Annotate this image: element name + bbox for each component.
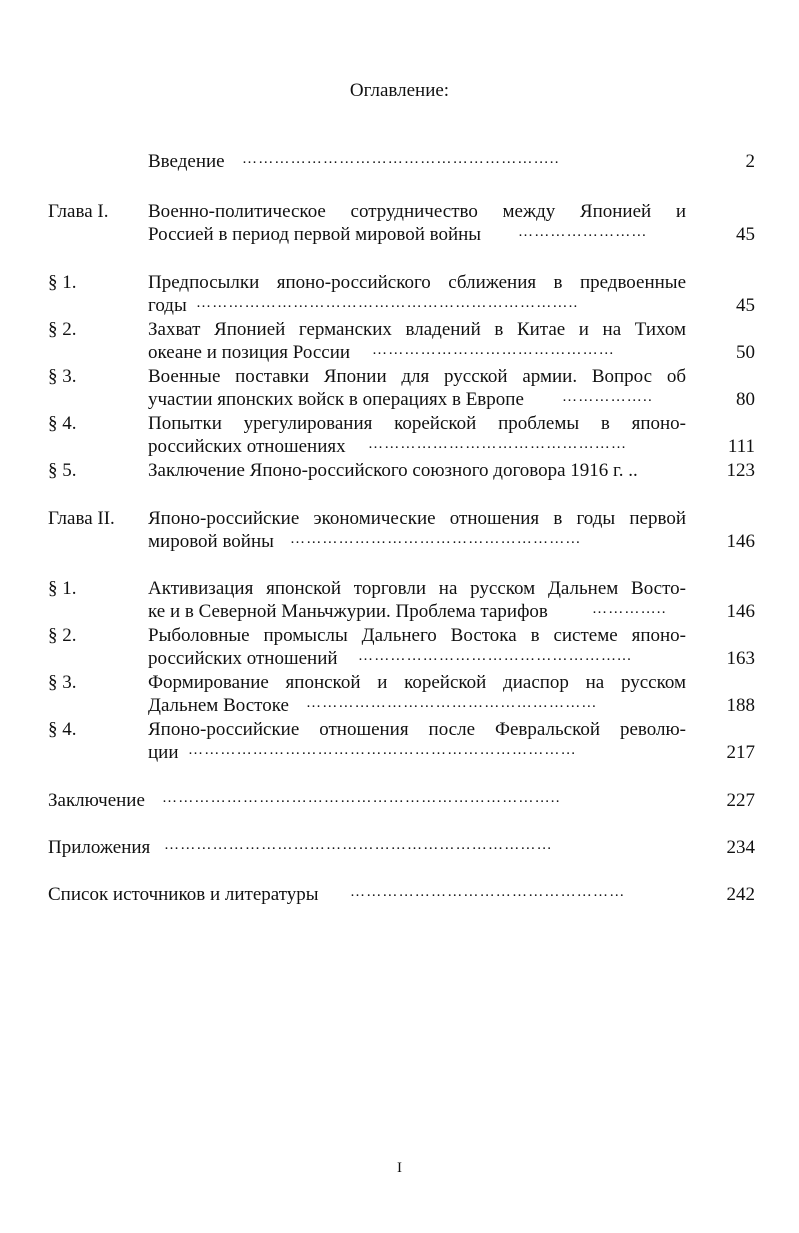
- toc-section-2-4-cont[interactable]: [0, 742, 799, 766]
- section-title-line2: годы: [148, 295, 187, 316]
- toc-chapter-2[interactable]: [0, 508, 799, 532]
- section-label: § 1.: [48, 272, 77, 293]
- toc-leader: ………………………………………………………………: [188, 742, 577, 758]
- toc-entry-text: Введение: [148, 151, 225, 172]
- toc-section-1-5[interactable]: [0, 460, 799, 484]
- chapter-label: Глава I.: [48, 201, 109, 222]
- toc-chapter-1-cont[interactable]: [0, 224, 799, 248]
- toc-leader: ……………………………………………………………..: [196, 295, 579, 311]
- toc-page-number: 163: [726, 648, 755, 669]
- toc-page-number: 111: [727, 436, 755, 457]
- toc-chapter-1[interactable]: [0, 201, 799, 225]
- toc-page-number: 45: [736, 295, 755, 316]
- section-label: § 4.: [48, 719, 77, 740]
- toc-leader: ……………………: [518, 224, 648, 240]
- chapter-title-line2: Россией в период первой мировой войны: [148, 224, 482, 245]
- section-title-line1: Предпосылки японо-российского сближения в предвоенные: [148, 272, 686, 293]
- section-label: § 4.: [48, 413, 77, 434]
- toc-page-number: 146: [726, 531, 755, 552]
- section-title-line2: океане и позиция России: [148, 342, 351, 363]
- chapter-title-line1: Японо-российские экономические отношения в годы первой: [148, 508, 686, 529]
- section-label: § 2.: [48, 319, 77, 340]
- toc-leader: ……………..: [562, 389, 653, 405]
- section-title-line1: Захват Японией германских владений в Китае и на Тихом: [148, 319, 686, 340]
- section-title-line1: Рыболовные промыслы Дальнего Востока в системе японо-: [148, 625, 686, 646]
- section-title-line1: Формирование японской и корейской диаспор на русском: [148, 672, 686, 693]
- toc-section-2-3-cont[interactable]: [0, 695, 799, 719]
- section-title-line1: Японо-российские отношения после Февральской револю-: [148, 719, 686, 740]
- toc-leader: ………………………………………: [372, 342, 615, 358]
- toc-section-1-3-cont[interactable]: [0, 389, 799, 413]
- toc-leader: ………………………………………………………………..: [162, 790, 561, 806]
- toc-section-2-3[interactable]: [0, 672, 799, 696]
- section-label: § 3.: [48, 366, 77, 387]
- toc-page-number: 146: [726, 601, 755, 622]
- section-title-line2: участии японских войск в операциях в Европе: [148, 389, 524, 410]
- toc-section-1-1-cont[interactable]: [0, 295, 799, 319]
- toc-page-number: 242: [726, 884, 755, 905]
- section-title-line1: Заключение Японо-российского союзного договора 1916 г. ..: [148, 460, 638, 481]
- toc-page-number: 217: [726, 742, 755, 763]
- toc-entry-text: Приложения: [48, 837, 151, 858]
- toc-section-2-2[interactable]: [0, 625, 799, 649]
- toc-page-number: 2: [745, 151, 755, 172]
- toc-entry-intro[interactable]: [0, 151, 799, 175]
- section-title-line1: Военные поставки Японии для русской армии. Вопрос об: [148, 366, 686, 387]
- toc-page-number: 50: [736, 342, 755, 363]
- section-label: § 3.: [48, 672, 77, 693]
- toc-page-number: 123: [726, 460, 755, 481]
- toc-page-number: 234: [726, 837, 755, 858]
- toc-section-2-2-cont[interactable]: [0, 648, 799, 672]
- toc-leader: …………………………………………...: [358, 648, 633, 664]
- chapter-title-line2: мировой войны: [148, 531, 274, 552]
- chapter-title-line1: Военно-политическое сотрудничество между Японией и: [148, 201, 686, 222]
- toc-section-1-2[interactable]: [0, 319, 799, 343]
- toc-page-number: 227: [726, 790, 755, 811]
- section-label: § 2.: [48, 625, 77, 646]
- section-title-line2: ции: [148, 742, 179, 763]
- toc-leader: ……………………………………………: [350, 884, 626, 900]
- section-label: § 1.: [48, 578, 77, 599]
- toc-entry-text: Список источников и литературы: [48, 884, 319, 905]
- toc-entry-text: Заключение: [48, 790, 145, 811]
- section-title-line1: Активизация японской торговли на русском Дальнем Восто-: [148, 578, 686, 599]
- section-title-line2: Дальнем Востоке: [148, 695, 289, 716]
- footer-page-number: I: [397, 1160, 402, 1176]
- toc-leader: …………………………………………: [368, 436, 628, 452]
- toc-entry-sources[interactable]: [0, 884, 799, 908]
- chapter-label: Глава II.: [48, 508, 115, 529]
- toc-chapter-2-cont[interactable]: [0, 531, 799, 555]
- toc-page-number: 80: [736, 389, 755, 410]
- toc-leader: ………………………………………………: [290, 531, 582, 547]
- toc-page-number: 45: [736, 224, 755, 245]
- toc-section-1-2-cont[interactable]: [0, 342, 799, 366]
- section-label: § 5.: [48, 460, 77, 481]
- toc-section-1-4[interactable]: [0, 413, 799, 437]
- section-title-line1: Попытки урегулирования корейской проблемы в японо-: [148, 413, 686, 434]
- toc-section-2-1-cont[interactable]: [0, 601, 799, 625]
- toc-leader: …………………………………………………..: [242, 151, 560, 167]
- section-title-line2: российских отношений: [148, 648, 338, 669]
- toc-section-1-3[interactable]: [0, 366, 799, 390]
- page-title: Оглавление:: [349, 80, 450, 101]
- toc-section-1-4-cont[interactable]: [0, 436, 799, 460]
- toc-section-2-1[interactable]: [0, 578, 799, 602]
- toc-entry-conclusion[interactable]: [0, 790, 799, 814]
- toc-leader: ………………………………………………………………: [164, 837, 553, 853]
- toc-entry-appendices[interactable]: [0, 837, 799, 861]
- toc-leader: …………..: [592, 601, 667, 617]
- toc-section-2-4[interactable]: [0, 719, 799, 743]
- section-title-line2: ке и в Северной Маньчжурии. Проблема тарифов: [148, 601, 548, 622]
- toc-page-number: 188: [726, 695, 755, 716]
- section-title-line2: российских отношениях: [148, 436, 346, 457]
- toc-leader: ………………………………………………: [306, 695, 598, 711]
- toc-section-1-1[interactable]: [0, 272, 799, 296]
